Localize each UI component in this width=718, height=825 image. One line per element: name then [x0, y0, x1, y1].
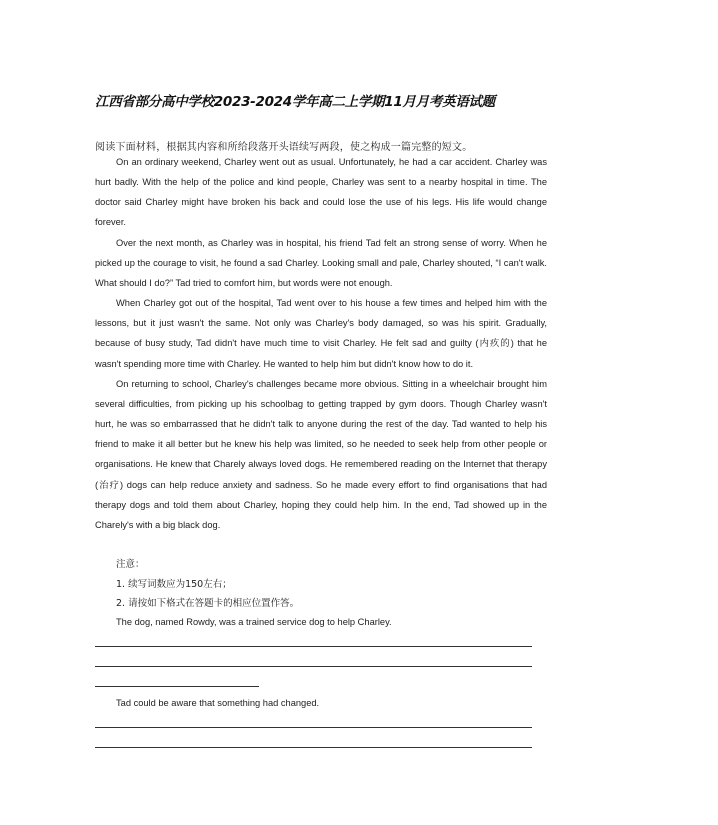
answer-line	[95, 666, 532, 667]
passage-paragraph-4: On returning to school, Charley's challenges became more obvious. Sitting in a wheelchair brought him several difficulties, from picking up his schoolbag to getting trapped by gym doors. Though Charley wasn't hurt, he was so embarrassed that he didn't talk to anyone during the rest of the day. Tad wanted to help his friend to make it all better but he knew his help was limited, so he needed to seek help from other people or organisations. He knew that Charely always loved dogs. He remembered reading on the Internet that therapy (治疗) dogs can help reduce anxiety and sadness. So he made every effort to find organisations that had therapy dogs and told them about Charley, hoping they could help him. In the end, Tad showed up in the Charely's with a big black dog.	[95, 378, 547, 530]
opening-sentence-2: Tad could be aware that something had changed.	[116, 698, 320, 708]
notes-item-word-count: 1. 续写词数应为150左右；	[116, 578, 232, 590]
answer-line	[95, 727, 532, 728]
answer-line	[95, 646, 532, 647]
passage-paragraph-2: Over the next month, as Charley was in hospital, his friend Tad felt an strong sense of worry. When he picked up the courage to visit, he found a sad Charley. Looking small and pale, Charley shouted, “I can't walk. What should I do?” Tad tried to comfort him, but words were not enough.	[95, 237, 547, 288]
answer-line	[95, 747, 532, 748]
opening-sentence-1: The dog, named Rowdy, was a trained service dog to help Charley.	[116, 617, 392, 627]
notes-item-format: 2. 请按如下格式在答题卡的相应位置作答。	[116, 598, 300, 609]
passage-paragraph-3: When Charley got out of the hospital, Tad went over to his house a few times and helped him with the lessons, but it just wasn't the same. Not only was Charley's body damaged, so was his spirit. Gradually, because of busy study, Tad didn't have much time to visit Charley. He felt sad and guilty (内疚的) that he wasn't spending more time with Charley. He wanted to help him but didn't know how to do it.	[95, 298, 547, 369]
notes-section	[116, 555, 299, 614]
reading-passage	[95, 152, 547, 535]
notes-heading: 注意：	[116, 559, 145, 570]
passage-paragraph-1: On an ordinary weekend, Charley went out as usual. Unfortunately, he had a car accident. Charley was hurt badly. With the help of the police and kind people, Charley was sent to a nearby hospital in time. The doctor said Charley might have broken his back and could lose the use of his legs. His life would change forever.	[95, 157, 547, 228]
task-instruction: 阅读下面材料，根据其内容和所给段落开头语续写两段，使之构成一篇完整的短文。	[95, 142, 473, 153]
answer-line	[95, 686, 259, 687]
page-title: 江西省部分高中学校2023-2024学年高二上学期11月月考英语试题	[95, 94, 495, 110]
